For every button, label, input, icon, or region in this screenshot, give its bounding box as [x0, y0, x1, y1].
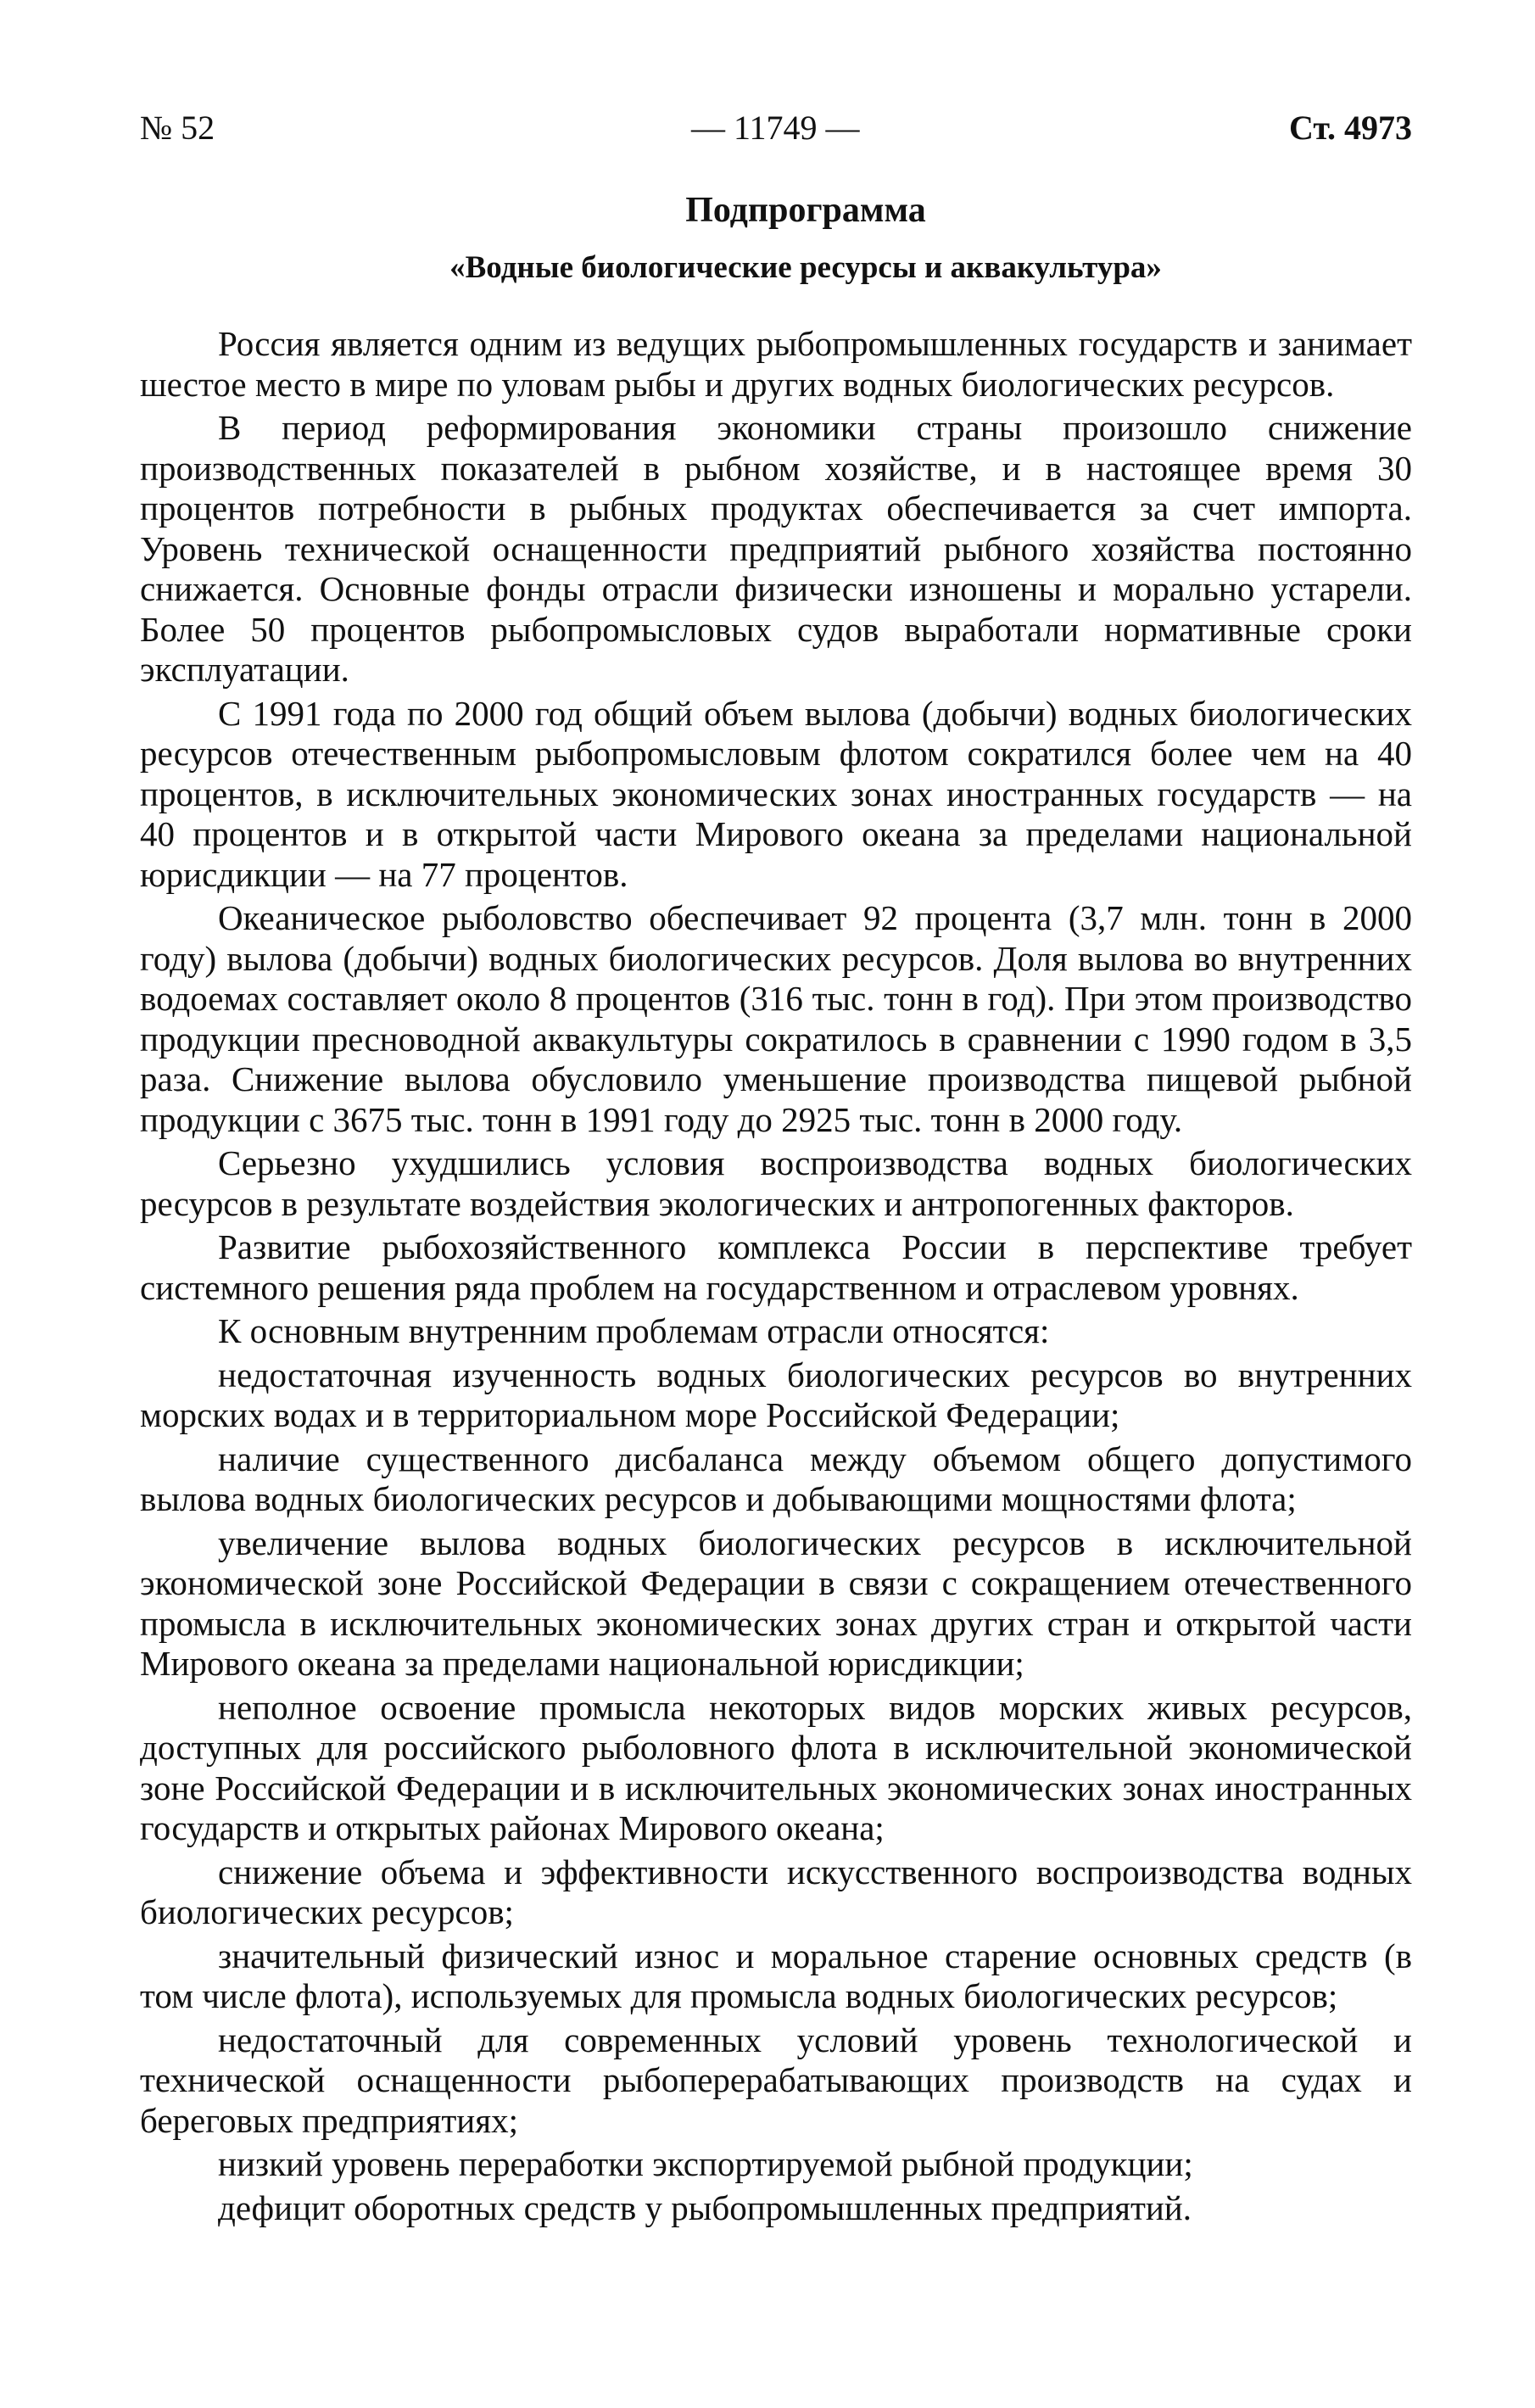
- paragraph: С 1991 года по 2000 год общий объем вылова (добычи) водных биологических ресурсов отечественным рыбопромысловым флотом сократился более чем на 40 процентов, в исключительных экономических зонах иностранных государств — на 40 процентов и в открытой части Мирового океана за пределами национальной юрисдикции — на 77 процентов.: [140, 693, 1412, 894]
- list-item: недостаточная изученность водных биологических ресурсов во внутренних морских водах и в территориальном море Российской Федерации;: [140, 1355, 1412, 1434]
- paragraph: Россия является одним из ведущих рыбопромышленных государств и занимает шестое место в мире по уловам рыбы и других водных биологических ресурсов.: [140, 324, 1412, 404]
- issue-number: № 52: [140, 109, 215, 147]
- paragraph: В период реформирования экономики страны произошло снижение производственных показателей в рыбном хозяйстве, и в настоящее время 30 процентов потребности в рыбных продуктах обеспечивается за счет импорта. Уровень технической оснащенности предприятий рыбного хозяйства постоянно снижается. Основные фонды отрасли физически изношены и морально устарели. Более 50 процентов рыбопромысловых судов выработали нормативные сроки эксплуатации.: [140, 408, 1412, 689]
- document-page: [140, 93, 1412, 2232]
- article-number: Ст. 4973: [1289, 109, 1412, 147]
- page-number: — 11749 —: [691, 109, 860, 147]
- document-body: [140, 324, 1412, 2228]
- list-item: низкий уровень переработки экспортируемой рыбной продукции;: [218, 2144, 1193, 2183]
- list-item: дефицит оборотных средств у рыбопромышленных предприятий.: [218, 2187, 1192, 2227]
- list-item: увеличение вылова водных биологических ресурсов в исключительной экономической зоне Российской Федерации в связи с сокращением отечественного промысла в исключительных экономических зонах других стран и открытой части Мирового океана за пределами национальной юрисдикции;: [140, 1522, 1412, 1683]
- paragraph: Океаническое рыболовство обеспечивает 92 процента (3,7 млн. тонн в 2000 году) вылова (добычи) водных биологических ресурсов. Доля вылова во внутренних водоемах составляет около 8 процентов (316 тыс. тонн в год). При этом производство продукции пресноводной аквакультуры сократилось в сравнении с 1990 годом в 3,5 раза. Снижение вылова обусловило уменьшение производства пищевой рыбной продукции с 3675 тыс. тонн в 1991 году до 2925 тыс. тонн в 2000 году.: [140, 898, 1412, 1139]
- paragraph: Серьезно ухудшились условия воспроизводства водных биологических ресурсов в результате воздействия экологических и антропогенных факторов.: [140, 1143, 1412, 1223]
- list-item: неполное освоение промысла некоторых видов морских живых ресурсов, доступных для российского рыболовного флота в исключительной экономической зоне Российской Федерации и в исключительных экономических зонах иностранных государств и открытых районах Мирового океана;: [140, 1687, 1412, 1847]
- list-item: недостаточный для современных условий уровень технологической и технической оснащенности рыбоперерабатывающих производств на судах и береговых предприятиях;: [140, 2020, 1412, 2140]
- paragraph: К основным внутренним проблемам отрасли относятся:: [218, 1311, 1050, 1350]
- paragraph: Развитие рыбохозяйственного комплекса России в перспективе требует системного решения ряда проблем на государственном и отраслевом уровнях.: [140, 1227, 1412, 1307]
- list-item: значительный физический износ и моральное старение основных средств (в том числе флота), используемых для промысла водных биологических ресурсов;: [140, 1936, 1412, 2015]
- list-item: наличие существенного дисбаланса между объемом общего допустимого вылова водных биологических ресурсов и добывающими мощностями флота;: [140, 1439, 1412, 1518]
- document-title: Подпрограмма: [685, 191, 926, 230]
- document-subtitle: «Водные биологические ресурсы и аквакультура»: [449, 250, 1162, 285]
- list-item: снижение объема и эффективности искусственного воспроизводства водных биологических ресурсов;: [140, 1852, 1412, 1931]
- page-header: [140, 93, 1412, 153]
